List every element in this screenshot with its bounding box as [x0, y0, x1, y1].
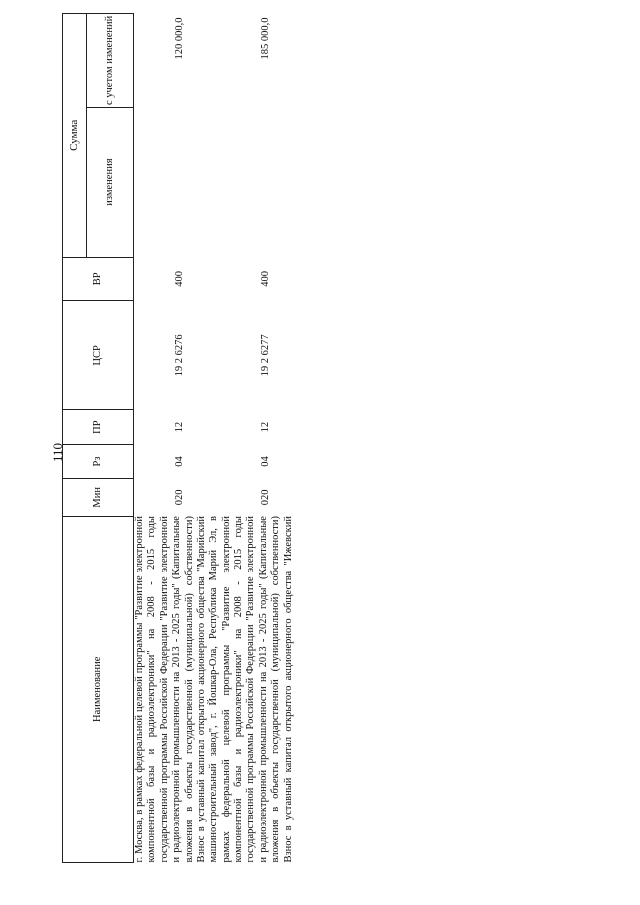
- budget-table: [62, 13, 295, 863]
- row-change: [134, 107, 196, 257]
- table-row: [196, 14, 283, 863]
- row-change: [196, 107, 283, 257]
- row-rz: [283, 444, 295, 478]
- row-min: [283, 479, 295, 516]
- table-header: [63, 14, 134, 863]
- row-pr: 12: [260, 421, 272, 433]
- row-min: 020: [173, 489, 185, 506]
- table-row: [283, 14, 295, 863]
- row-rz: 04: [260, 456, 272, 467]
- row-total: 185 000,0: [260, 17, 272, 60]
- header-csr: ЦСР: [63, 301, 134, 410]
- header-sum-change: изменения: [86, 107, 133, 257]
- header-vr: ВР: [63, 257, 134, 301]
- row-csr: 19 2 6277: [260, 334, 272, 377]
- row-total: [283, 14, 295, 108]
- header-sum-total: с учетом изменений: [86, 14, 133, 108]
- row-csr: [283, 301, 295, 410]
- row-vr: 400: [260, 270, 272, 287]
- row-vr: 400: [173, 270, 185, 287]
- row-min: 020: [260, 489, 272, 506]
- row-name: Взнос в уставный капитал открытого акционерного общества "Ижевский: [282, 516, 294, 863]
- header-min: Мин: [63, 479, 134, 516]
- row-name: г. Москва, в рамках федеральной целевой программы "Развитие электронной компонентной базы и радиоэлектроники" на 2008 - 2015 годы государственной программы Российской Федерации "Развитие электронной и радиоэлектронной промышленности на 2013 - 2025 годы" (Капитальные вложения в объекты государственной (муниципальной) собственности): [134, 516, 195, 863]
- header-sum: Сумма: [63, 14, 87, 258]
- row-pr: [283, 410, 295, 444]
- header-name: Наименование: [63, 516, 134, 862]
- row-change: [283, 107, 295, 257]
- header-pr: ПР: [63, 410, 134, 444]
- header-rz: Рз: [63, 444, 134, 478]
- table-body: [134, 14, 295, 863]
- table-row: [134, 14, 196, 863]
- row-rz: 04: [173, 456, 185, 467]
- row-pr: 12: [173, 421, 185, 433]
- row-name: Взнос в уставный капитал открытого акционерного общества "Марийский машиностроительный завод", г. Йошкар-Ола, Республика Марий Эл, в рамках федеральной целевой программы "Развитие электронной компонентной базы и радиоэлектроники" на 2008 - 2015 годы государственной программы Российской Федерации "Развитие электронной и радиоэлектронной промышленности на 2013 - 2025 годы" (Капитальные вложения в объекты государственной (муниципальной) собственности): [195, 516, 282, 863]
- row-total: 120 000,0: [173, 17, 185, 60]
- row-csr: 19 2 6276: [173, 334, 185, 377]
- row-vr: [283, 257, 295, 301]
- page-number: 110: [50, 442, 65, 463]
